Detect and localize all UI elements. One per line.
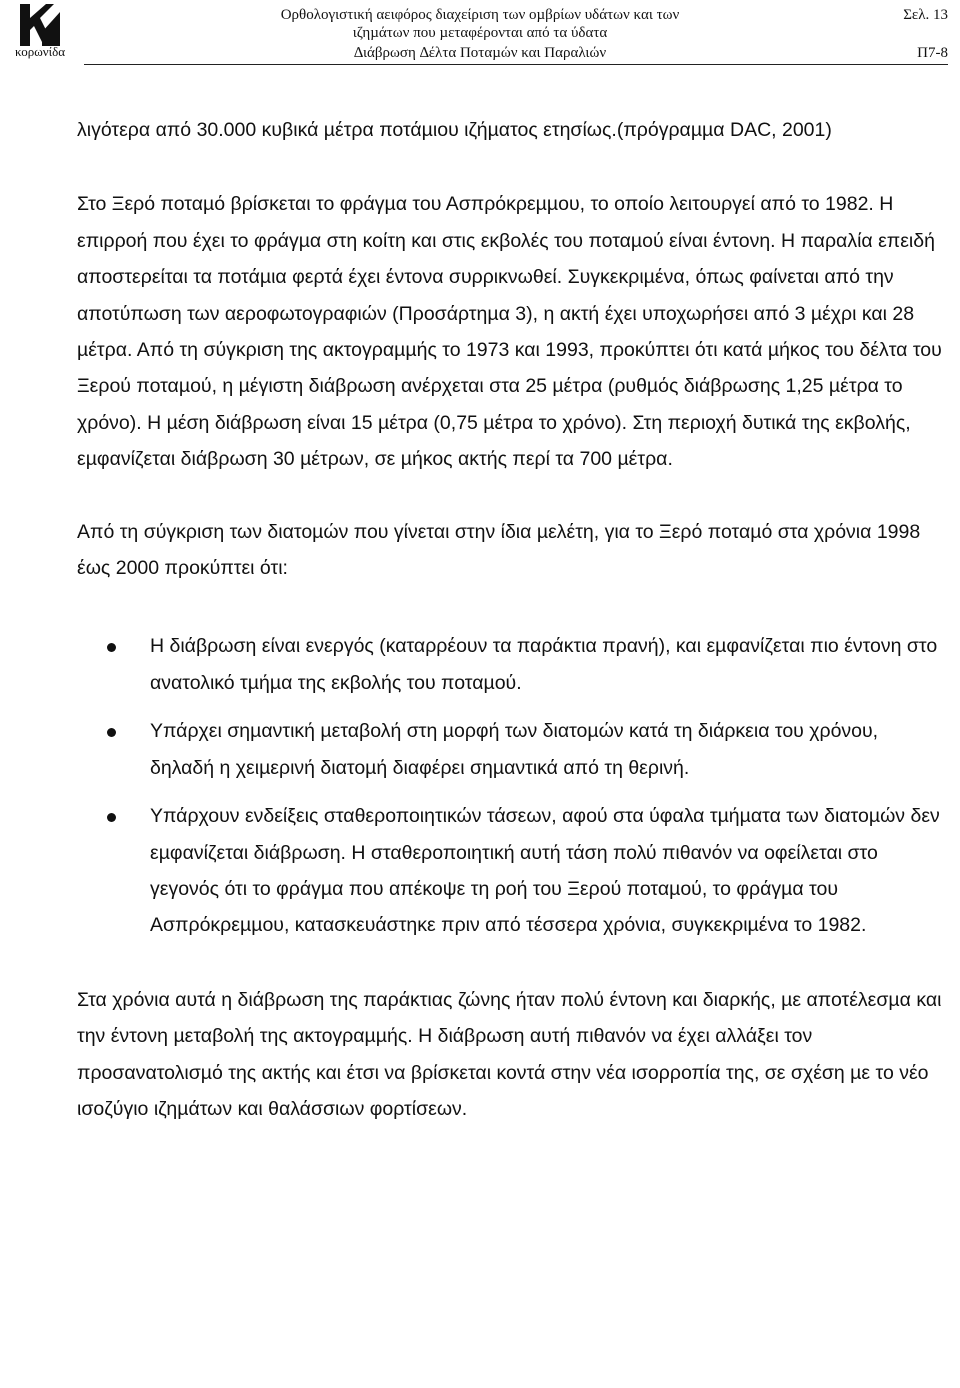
list-item bbox=[77, 628, 945, 701]
paragraph-2: Στο Ξερό ποταµό βρίσκεται το φράγµα του Ασπρόκρεµµου, το οποίο λειτουργεί από το 1982. Η επιρροή που έχει το φράγµα στη κοίτη και στις εκβολές του ποταµού είναι έντονη. Η παραλία επειδή αποστερείται τα ποτάµια φερτά έχει έντονα συρρικνωθεί. Συγκεκριµένα, όπως φαίνεται από την αποτύπωση των αεροφωτογραφιών (Προσάρτηµα 3), η ακτή έχει υποχωρήσει από 3 µέχρι και 28 µέτρα. Από τη σύγκριση της ακτογραµµής το 1973 και 1993, προκύπτει ότι κατά µήκος του δέλτα του Ξερού ποταµού, η µέγιστη διάβρωση ανέρχεται στα 25 µέτρα (ρυθµός διάβρωσης 1,25 µέτρα το χρόνο). Η µέση διάβρωση είναι 15 µέτρα (0,75 µέτρα το χρόνο). Στη περιοχή δυτικά της εκβολής, εµφανίζεται διάβρωση 30 µέτρων, σε µήκος ακτής περί τα 700 µέτρα. bbox=[77, 193, 942, 471]
bullet-icon bbox=[107, 643, 116, 652]
list-item bbox=[77, 798, 945, 944]
document-body bbox=[77, 112, 945, 1127]
header-title-line2: ιζηµάτων που µεταφέρονται από τα ύδατα bbox=[352, 25, 608, 41]
header-divider bbox=[84, 64, 948, 65]
header-title-line3: ∆ιάβρωση ∆έλτα Ποταµών και Παραλιών bbox=[353, 45, 607, 61]
section-code: Π7-8 bbox=[917, 45, 948, 61]
logo-mark-icon bbox=[12, 2, 68, 48]
bullet-icon bbox=[107, 728, 116, 737]
page-number: Σελ. 13 bbox=[903, 7, 948, 23]
paragraph-4: Στα χρόνια αυτά η διάβρωση της παράκτιας ζώνης ήταν πολύ έντονη και διαρκής, µε αποτέλεσµα και την έντονη µεταβολή της ακτογραµµής. Η διάβρωση αυτή πιθανόν να έχει αλλάξει τον προσανατολισµό της ακτής και έτσι να βρίσκεται κοντά στην νέα ισορροπία της, σε σχέση µε το νέο ισοζύγιο ιζηµάτων και θαλάσσιων φορτίσεων. bbox=[77, 988, 942, 1120]
paragraph-3: Από τη σύγκριση των διατοµών που γίνεται στην ίδια µελέτη, για το Ξερό ποταµό στα χρόνια 1998 έως 2000 προκύπτει ότι: bbox=[77, 520, 921, 580]
bullet-list bbox=[77, 628, 945, 943]
logo-text: κορωνίδα bbox=[14, 44, 66, 59]
list-item bbox=[77, 713, 945, 786]
header-title-line1: Ορθολογιστική αειφόρος διαχείριση των οµβρίων υδάτων και των bbox=[280, 7, 680, 23]
paragraph-1: λιγότερα από 30.000 κυβικά µέτρα ποτάµιου ιζήµατος ετησίως.(πρόγραµµα DAC, 2001) bbox=[77, 119, 832, 141]
list-item-text: Η διάβρωση είναι ενεργός (καταρρέουν τα παράκτια πρανή), και εµφανίζεται πιο έντονη στο ανατολικό τµήµα της εκβολής του ποταµού. bbox=[150, 635, 938, 694]
bullet-icon bbox=[107, 813, 116, 822]
page-header bbox=[0, 0, 960, 70]
list-item-text: Υπάρχει σηµαντική µεταβολή στη µορφή των διατοµών κατά τη διάρκεια του χρόνου, δηλαδή η χειµερινή διατοµή διαφέρει σηµαντικά από τη θερινή. bbox=[150, 720, 879, 779]
list-item-text: Υπάρχουν ενδείξεις σταθεροποιητικών τάσεων, αφού στα ύφαλα τµήµατα των διατοµών δεν εµφανίζεται διάβρωση. Η σταθεροποιητική αυτή τάση πολύ πιθανόν να οφείλεται στο γεγονός ότι το φράγµα που απέκοψε τη ροή του Ξερού ποταµού, το φράγµα του Ασπρόκρεµµου, κατασκευάστηκε πριν από τέσσερα χρόνια, συγκεκριµένα το 1982. bbox=[150, 805, 940, 937]
